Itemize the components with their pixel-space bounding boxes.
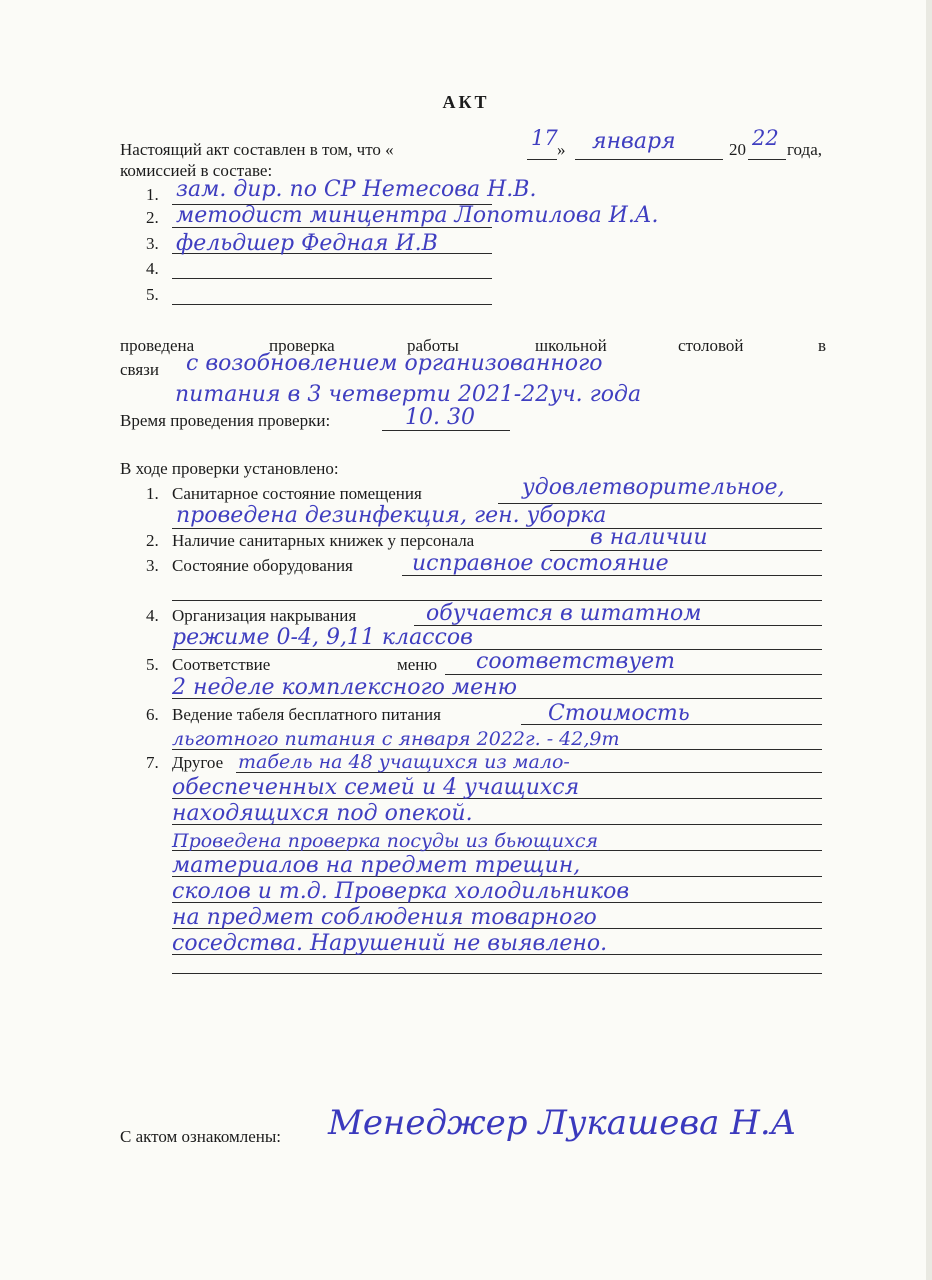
findings-heading: В ходе проверки установлено: — [120, 459, 339, 478]
member-entry: методист минцентра Лопотилова И.А. — [176, 203, 659, 228]
other-extra-line: материалов на предмет трещин, — [172, 853, 581, 878]
finding-label: Ведение табеля бесплатного питания — [172, 705, 441, 724]
finding-value: обучается в штатном — [426, 601, 702, 626]
member-entry: зам. дир. по СР Нетесова Н.В. — [176, 177, 537, 202]
other-extra-line: на предмет соблюдения товарного — [172, 905, 597, 930]
member-line — [172, 278, 492, 279]
finding-number: 4. — [146, 606, 159, 625]
day-value: 17 — [531, 126, 558, 150]
other-extra-line: находящихся под опекой. — [172, 801, 473, 826]
finding-label: Состояние оборудования — [172, 556, 353, 575]
signature: Менеджер Лукашева Н.А — [328, 1103, 797, 1143]
time-label: Время проведения проверки: — [120, 411, 331, 430]
check-word: столовой — [678, 336, 744, 355]
finding-value: Стоимость — [548, 701, 690, 726]
finding-label: Организация накрывания — [172, 606, 357, 625]
check-word: проверка — [269, 336, 335, 355]
check-word: в — [818, 336, 827, 355]
check-word: проведена — [120, 336, 195, 355]
member-entry: фельдшер Федная И.В — [176, 231, 438, 256]
finding-value: исправное состояние — [412, 551, 669, 576]
finding-value: в наличии — [590, 525, 708, 550]
check-svyazi: связи — [120, 360, 159, 379]
year-line — [748, 159, 786, 160]
member-line — [172, 304, 492, 305]
year-prefix: 20 — [729, 140, 746, 159]
finding-number: 3. — [146, 556, 159, 575]
other-extra-line: обеспеченных семей и 4 учащихся — [172, 775, 580, 800]
finding-number: 5. — [146, 655, 159, 674]
time-value: 10. 30 — [405, 405, 475, 430]
finding-label: Соответствие — [172, 655, 271, 674]
finding-number: 6. — [146, 705, 159, 724]
finding-number: 7. — [146, 753, 159, 772]
time-line — [382, 430, 510, 431]
intro-suffix: года, — [787, 140, 823, 159]
member-number: 4. — [146, 259, 159, 278]
month-value: января — [592, 129, 676, 154]
intro-mid: » — [557, 140, 566, 159]
finding-label: меню — [397, 655, 438, 674]
reason-line-1: с возобновлением организованного — [186, 351, 603, 376]
year-value: 22 — [752, 126, 779, 150]
finding-label: Санитарное состояние помещения — [172, 484, 422, 503]
page-edge — [926, 0, 932, 1280]
member-number: 1. — [146, 185, 159, 204]
member-number: 5. — [146, 285, 159, 304]
month-line — [575, 159, 723, 160]
finding-value: 2 неделе комплексного меню — [172, 675, 517, 700]
finding-number: 1. — [146, 484, 159, 503]
finding-value: проведена дезинфекция, ген. уборка — [176, 503, 607, 528]
finding-value: льготного питания с января 2022г. - 42,9т — [172, 728, 620, 750]
document-title: АКТ — [442, 92, 490, 112]
day-line — [527, 159, 557, 160]
other-extra-line: соседства. Нарушений не выявлено. — [172, 931, 608, 956]
reason-line-2: питания в 3 четверти 2021-22уч. года — [175, 382, 642, 407]
other-extra-line: Проведена проверка посуды из бьющихся — [172, 830, 599, 852]
check-word: работы — [407, 336, 459, 355]
finding-number: 2. — [146, 531, 159, 550]
finding-value: режиме 0-4, 9,11 классов — [172, 625, 473, 650]
other-extra-line: сколов и т.д. Проверка холодильников — [172, 879, 630, 904]
finding-value: соответствует — [476, 649, 675, 674]
member-number: 3. — [146, 234, 159, 253]
finding-line — [172, 973, 822, 974]
finding-value: удовлетворительное, — [522, 475, 785, 500]
finding-label: Наличие санитарных книжек у персонала — [172, 531, 475, 550]
finding-value: табель на 48 учащихся из мало- — [238, 751, 570, 773]
intro-prefix: Настоящий акт составлен в том, что « — [120, 140, 394, 159]
finding-label: Другое — [172, 753, 224, 772]
intro-line2: комиссией в составе: — [120, 161, 273, 180]
ack-label: С актом ознакомлены: — [120, 1127, 282, 1146]
finding-line — [172, 528, 822, 529]
check-word: школьной — [535, 336, 607, 355]
member-number: 2. — [146, 208, 159, 227]
